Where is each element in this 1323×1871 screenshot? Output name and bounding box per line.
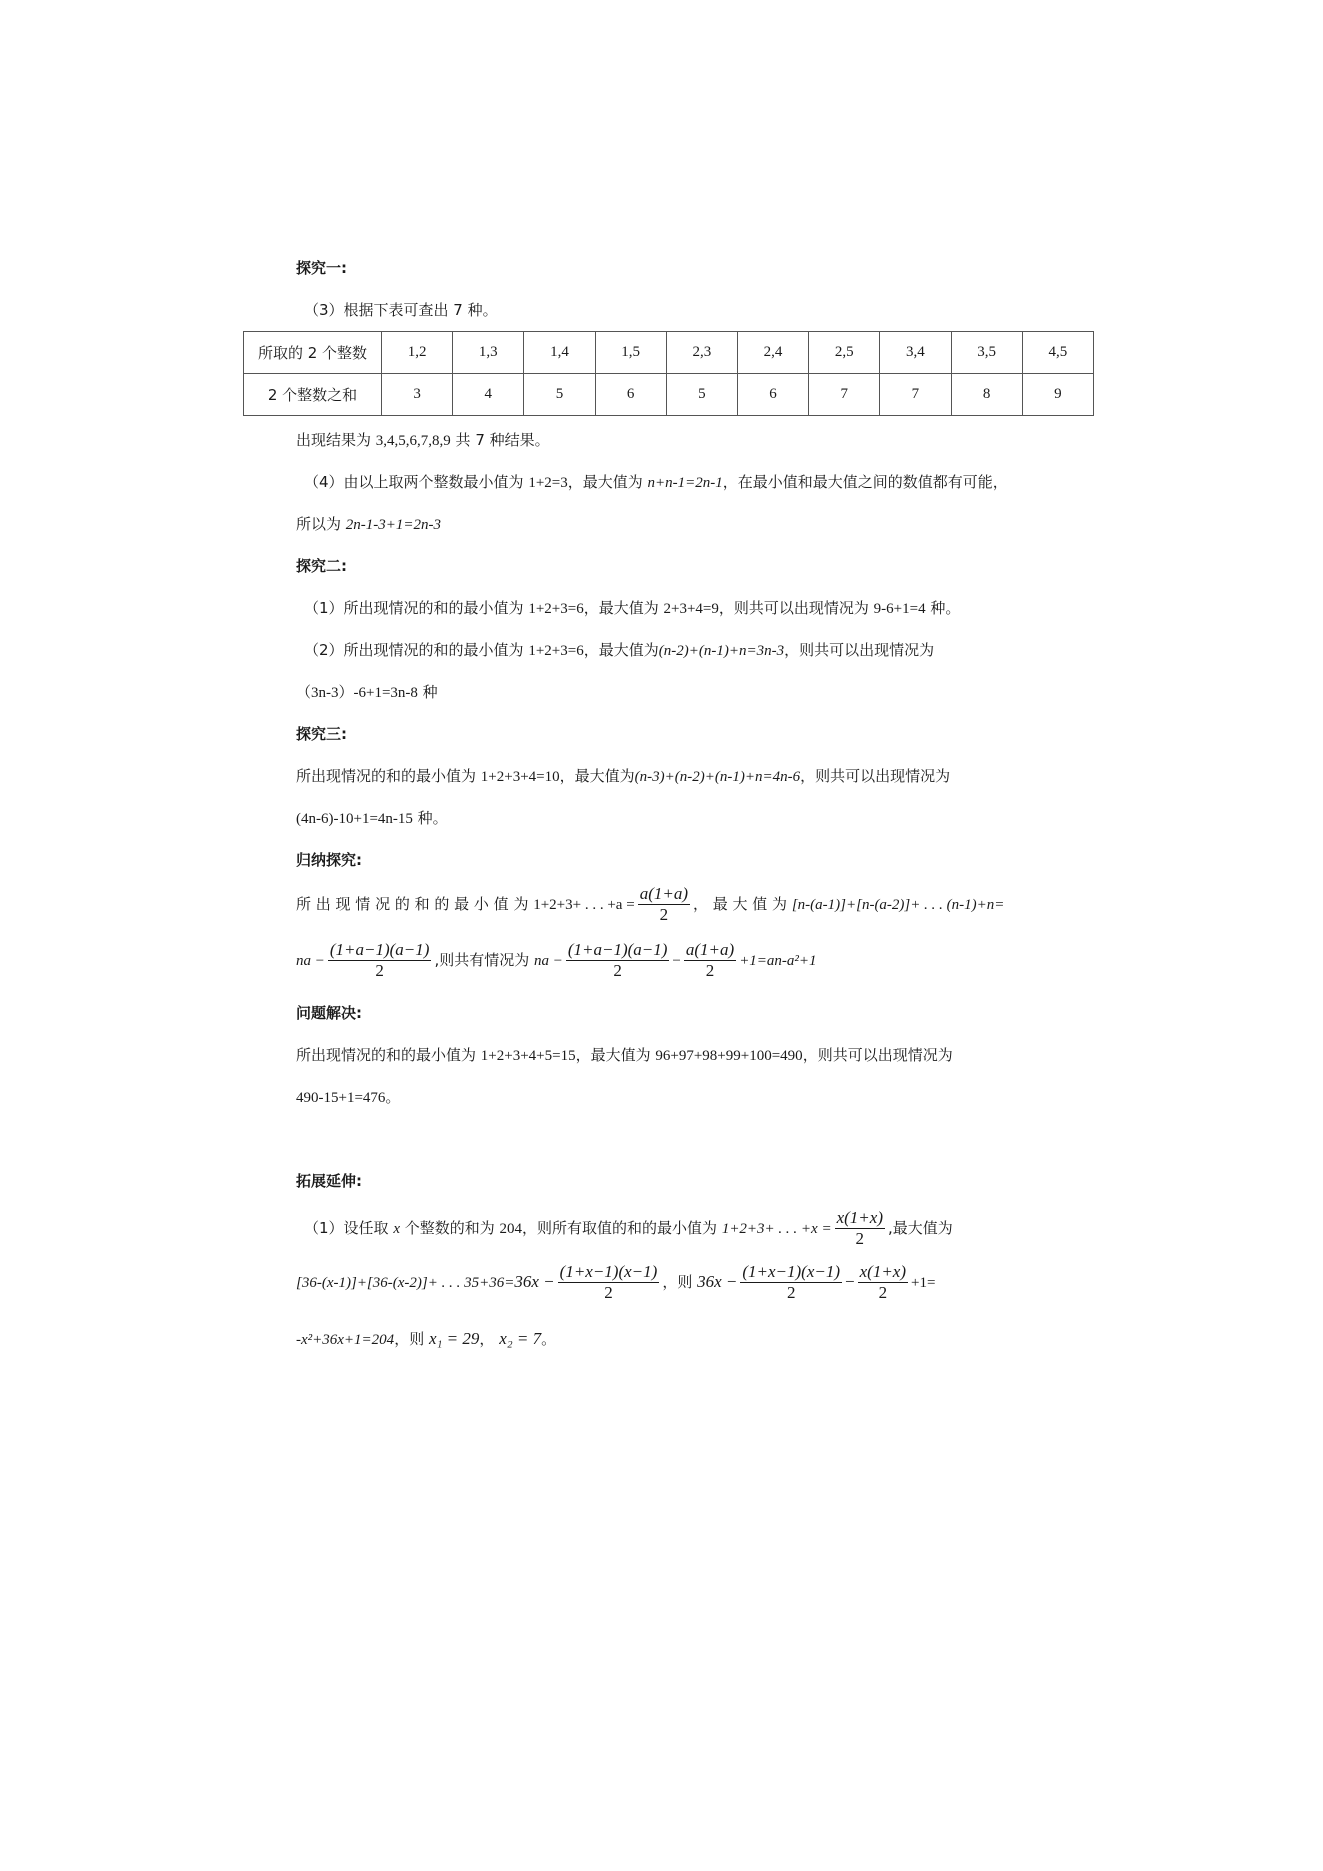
text: ，最大值为: [559, 767, 635, 785]
math-expression: (4n-6)-10+1=4n-15: [296, 811, 413, 827]
text: 共 7 种结果。: [450, 431, 550, 449]
text: ，则共可以出现情况为: [800, 767, 951, 785]
text: ，则共可以出现情况为: [784, 641, 935, 659]
fraction-numerator: (1+a−1)(a−1): [329, 940, 430, 959]
text: ，则所有取值的和的最小值为: [522, 1219, 722, 1237]
math-expression: na −: [296, 953, 325, 969]
text: ，最大值为: [575, 1046, 656, 1064]
table-cell: 3,4: [880, 332, 951, 374]
table-cell: 1,2: [382, 332, 453, 374]
math-expression: na −: [533, 953, 563, 969]
result-line: [296, 430, 550, 451]
fraction-denominator: 2: [659, 905, 669, 924]
table-cell: 6: [737, 374, 808, 416]
fraction-numerator: x(1+x): [836, 1208, 883, 1227]
math-expression: 2+3+4=9: [663, 601, 719, 617]
text: （1）设任取: [304, 1219, 394, 1237]
table-cell: 3: [382, 374, 453, 416]
table-row: [244, 332, 1094, 374]
paragraph-2-1: [304, 598, 960, 619]
fraction-numerator: (1+a−1)(a−1): [567, 940, 668, 959]
math-expression: 1+2+3+4+5=15: [480, 1048, 576, 1064]
fraction-denominator: 2: [604, 1283, 613, 1302]
text: ,最大值为: [887, 1219, 953, 1237]
math-expression: （3n-3）-6+1=3n-8: [296, 685, 418, 701]
table-cell: 3,5: [951, 332, 1022, 374]
extension-line-1: [304, 1208, 953, 1249]
table-cell: 1,3: [453, 332, 524, 374]
math-expression: -x²+36x+1=204: [296, 1332, 395, 1348]
text: 所出现情况的和的最小值为: [296, 767, 481, 785]
text: 个整数的和为: [399, 1219, 500, 1237]
table-cell: 1,5: [595, 332, 666, 374]
math-expression: 1+2+3=6: [528, 643, 584, 659]
table-cell: 9: [1022, 374, 1093, 416]
math-expression: 1+2+3+4=10: [480, 769, 560, 785]
table-cell: 2,3: [666, 332, 737, 374]
paragraph-3: [296, 766, 950, 787]
math-expression: (n-3)+(n-2)+(n-1)+n=4n-6: [634, 769, 801, 785]
fraction-numerator: a(1+a): [639, 884, 688, 903]
fraction: [558, 1262, 660, 1303]
table-cell: 2,4: [737, 332, 808, 374]
table-cell: 7: [809, 374, 880, 416]
math-expression: x₂ = 7: [499, 1329, 542, 1348]
math-expression: 1+2+3=6: [528, 601, 584, 617]
fraction: [638, 884, 690, 925]
fraction-denominator: 2: [855, 1229, 865, 1248]
text: 。: [541, 1330, 557, 1348]
table-cell: 4,5: [1022, 332, 1093, 374]
fraction: [328, 940, 432, 981]
text: （1）所出现情况的和的最小值为: [304, 599, 529, 617]
paragraph-problem-cont: [296, 1087, 400, 1108]
math-expression: 1+2+3+ . . . +x =: [721, 1221, 832, 1237]
fraction: [835, 1208, 885, 1249]
paragraph-problem: [296, 1045, 953, 1066]
math-expression: +1=an-a²+1: [739, 953, 817, 969]
math-expression: −: [845, 1272, 855, 1291]
heading-extension: 拓展延伸:: [296, 1172, 362, 1190]
text: ， 最 大 值 为: [692, 895, 792, 913]
fraction-numerator: (1+x−1)(x−1): [742, 1262, 841, 1281]
text: 种。: [925, 599, 961, 617]
text: 。: [385, 1088, 401, 1106]
table-cell: 5: [666, 374, 737, 416]
text: ，最大值为: [583, 641, 659, 659]
text: 种。: [412, 809, 448, 827]
table-row-header: 所取的 2 个整数: [244, 332, 382, 374]
table-cell: 4: [453, 374, 524, 416]
paragraph-part3: （3）根据下表可查出 7 种。: [304, 301, 498, 319]
fraction-denominator: 2: [878, 1283, 888, 1302]
text: ，最大值为: [567, 473, 648, 491]
math-number: 204: [499, 1221, 523, 1237]
extension-line-2: [296, 1262, 935, 1303]
fraction: [684, 940, 736, 981]
text: ，则共可以出现情况为: [802, 1046, 953, 1064]
text: ，则共可以出现情况为: [718, 599, 874, 617]
fraction-numerator: (1+x−1)(x−1): [559, 1262, 658, 1281]
table-cell: 7: [880, 374, 951, 416]
sum-table: [243, 331, 1094, 416]
table-row: [244, 374, 1094, 416]
math-expression: [n-(a-1)]+[n-(a-2)]+ . . . (n-1)+n=: [791, 897, 1005, 913]
math-expression: 1+2=3: [528, 475, 568, 491]
fraction: [740, 1262, 842, 1303]
math-expression: 96+97+98+99+100=490: [655, 1048, 803, 1064]
heading-explore-2: 探究二:: [296, 557, 347, 575]
text: 种: [417, 683, 438, 701]
math-expression: +1=: [911, 1275, 936, 1291]
fraction: [566, 940, 670, 981]
text: 所以为: [296, 515, 346, 533]
text: 所出现情况的和的最小值为: [296, 1046, 481, 1064]
text: 所 出 现 情 况 的 和 的 最 小 值 为: [296, 895, 534, 913]
text: （4）由以上取两个整数最小值为: [304, 473, 529, 491]
table-cell: 6: [595, 374, 666, 416]
math-expression: 36x −: [697, 1272, 738, 1291]
text: （2）所出现情况的和的最小值为: [304, 641, 529, 659]
extension-line-3: [296, 1329, 556, 1350]
math-expression: −: [672, 953, 681, 969]
text: ，则: [394, 1330, 429, 1348]
table-cell: 1,4: [524, 332, 595, 374]
fraction: [858, 1262, 908, 1303]
math-expression: [36-(x-1)]+[36-(x-2)]+ . . . 35+36=: [296, 1275, 515, 1291]
fraction-denominator: 2: [786, 1283, 796, 1302]
math-expression: 1+2+3+ . . . +a =: [533, 897, 635, 913]
text: ,则共有情况为: [434, 951, 534, 969]
table-cell: 2,5: [809, 332, 880, 374]
paragraph-2-2: [304, 640, 934, 661]
heading-explore-3: 探究三:: [296, 725, 347, 743]
text: ，在最小值和最大值之间的数值都有可能，: [722, 473, 1008, 491]
math-expression: (n-2)+(n-1)+n=3n-3: [658, 643, 785, 659]
fraction-denominator: 2: [705, 961, 715, 980]
math-expression: 490-15+1=476: [296, 1090, 386, 1106]
heading-problem-solving: 问题解决:: [296, 1004, 362, 1022]
paragraph-part4-cont: [296, 514, 441, 535]
table-cell: 8: [951, 374, 1022, 416]
text: ，则: [662, 1273, 698, 1291]
induction-line-1: [296, 884, 1004, 925]
table-row-header: 2 个整数之和: [244, 374, 382, 416]
math-variable: x: [393, 1221, 400, 1237]
paragraph-2-2-cont: [296, 682, 438, 703]
heading-explore-1: 探究一:: [296, 259, 347, 277]
fraction-numerator: a(1+a): [685, 940, 735, 959]
table-cell: 5: [524, 374, 595, 416]
math-expression: x₁ = 29: [428, 1329, 480, 1348]
math-expression: 9-6+1=4: [873, 601, 926, 617]
math-expression: 2n-1-3+1=2n-3: [345, 517, 442, 533]
fraction-denominator: 2: [613, 961, 622, 980]
heading-induction: 归纳探究:: [296, 851, 362, 869]
fraction-numerator: x(1+x): [859, 1262, 907, 1281]
result-values: 3,4,5,6,7,8,9: [375, 433, 451, 449]
text: ，: [479, 1330, 500, 1348]
paragraph-3-cont: [296, 808, 448, 829]
math-expression: 36x −: [514, 1272, 555, 1291]
math-expression: n+n-1=2n-1: [647, 475, 723, 491]
text: ，最大值为: [583, 599, 664, 617]
fraction-denominator: 2: [375, 961, 384, 980]
induction-line-2: [296, 940, 817, 981]
paragraph-part4: [304, 472, 1008, 493]
text: 出现结果为: [296, 431, 376, 449]
